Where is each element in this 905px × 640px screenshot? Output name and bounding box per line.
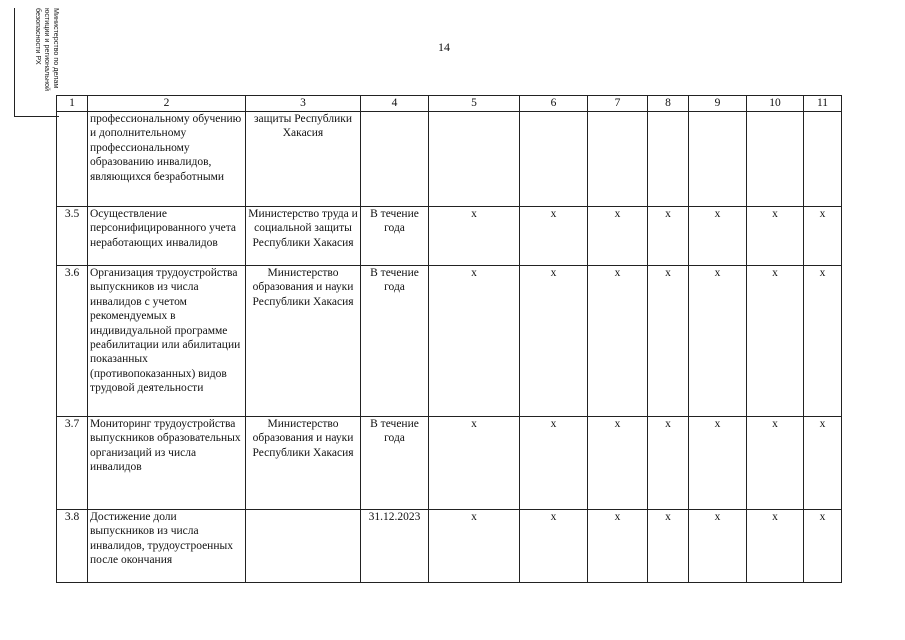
table-row bbox=[57, 417, 842, 510]
table-row bbox=[57, 207, 842, 266]
mark-cell: x bbox=[804, 417, 842, 510]
row-number: 3.7 bbox=[57, 417, 88, 510]
column-header: 6 bbox=[520, 96, 588, 112]
column-header: 7 bbox=[588, 96, 648, 112]
executor-cell bbox=[246, 510, 361, 583]
mark-cell: x bbox=[429, 510, 520, 583]
column-header: 2 bbox=[88, 96, 246, 112]
mark-cell: x bbox=[689, 417, 747, 510]
stamp-line: безопасности РХ bbox=[34, 8, 43, 65]
table-row bbox=[57, 266, 842, 417]
mark-cell: x bbox=[588, 207, 648, 266]
mark-cell: x bbox=[588, 266, 648, 417]
term-cell: В течение года bbox=[361, 266, 429, 417]
mark-cell: x bbox=[648, 266, 689, 417]
mark-cell bbox=[804, 112, 842, 207]
mark-cell: x bbox=[804, 207, 842, 266]
plan-table bbox=[56, 95, 842, 583]
action-cell: Организация трудоустройства выпускников из числа инвалидов с учетом рекомендуемых в индивидуальной программе реабилитации или абилитации показанных (противопоказанных) видов трудовой деятельности bbox=[88, 266, 246, 417]
action-cell: Достижение доли выпускников из числа инвалидов, трудоустроенных после окончания bbox=[88, 510, 246, 583]
term-cell bbox=[361, 112, 429, 207]
mark-cell: x bbox=[648, 417, 689, 510]
mark-cell: x bbox=[747, 510, 804, 583]
mark-cell bbox=[747, 112, 804, 207]
mark-cell: x bbox=[689, 510, 747, 583]
mark-cell: x bbox=[520, 510, 588, 583]
row-number: 3.5 bbox=[57, 207, 88, 266]
column-header: 4 bbox=[361, 96, 429, 112]
column-header: 1 bbox=[57, 96, 88, 112]
executor-cell: Министерство образования и науки Республики Хакасия bbox=[246, 266, 361, 417]
mark-cell: x bbox=[520, 207, 588, 266]
mark-cell: x bbox=[429, 266, 520, 417]
action-cell: Осуществление персонифицированного учета неработающих инвалидов bbox=[88, 207, 246, 266]
row-number bbox=[57, 112, 88, 207]
mark-cell: x bbox=[648, 510, 689, 583]
executor-cell: защиты Республики Хакасия bbox=[246, 112, 361, 207]
action-cell: Мониторинг трудоустройства выпускников образовательных организаций из числа инвалидов bbox=[88, 417, 246, 510]
mark-cell bbox=[588, 112, 648, 207]
column-header: 3 bbox=[246, 96, 361, 112]
mark-cell bbox=[689, 112, 747, 207]
mark-cell: x bbox=[520, 417, 588, 510]
column-header: 11 bbox=[804, 96, 842, 112]
mark-cell: x bbox=[747, 207, 804, 266]
header-row bbox=[57, 96, 842, 112]
executor-cell: Министерство образования и науки Республики Хакасия bbox=[246, 417, 361, 510]
row-number: 3.8 bbox=[57, 510, 88, 583]
table-row bbox=[57, 510, 842, 583]
executor-cell: Министерство труда и социальной защиты Республики Хакасия bbox=[246, 207, 361, 266]
mark-cell: x bbox=[689, 266, 747, 417]
column-header: 10 bbox=[747, 96, 804, 112]
row-number: 3.6 bbox=[57, 266, 88, 417]
mark-cell bbox=[429, 112, 520, 207]
mark-cell: x bbox=[747, 266, 804, 417]
mark-cell: x bbox=[429, 207, 520, 266]
mark-cell: x bbox=[648, 207, 689, 266]
mark-cell: x bbox=[429, 417, 520, 510]
stamp-line: Министерство по делам bbox=[52, 8, 61, 89]
mark-cell: x bbox=[689, 207, 747, 266]
column-header: 8 bbox=[648, 96, 689, 112]
mark-cell bbox=[520, 112, 588, 207]
mark-cell: x bbox=[588, 417, 648, 510]
mark-cell bbox=[648, 112, 689, 207]
mark-cell: x bbox=[588, 510, 648, 583]
mark-cell: x bbox=[804, 266, 842, 417]
mark-cell: x bbox=[520, 266, 588, 417]
column-header: 5 bbox=[429, 96, 520, 112]
column-header: 9 bbox=[689, 96, 747, 112]
mark-cell: x bbox=[804, 510, 842, 583]
action-cell: профессиональному обучению и дополнительному профессиональному образованию инвалидов, являющихся безработными bbox=[88, 112, 246, 207]
registration-stamp bbox=[14, 8, 59, 117]
table-row bbox=[57, 112, 842, 207]
page-number: 14 bbox=[438, 40, 450, 54]
term-cell: В течение года bbox=[361, 207, 429, 266]
term-cell: 31.12.2023 bbox=[361, 510, 429, 583]
term-cell: В течение года bbox=[361, 417, 429, 510]
mark-cell: x bbox=[747, 417, 804, 510]
stamp-line: юстиции и региональной bbox=[43, 8, 52, 91]
